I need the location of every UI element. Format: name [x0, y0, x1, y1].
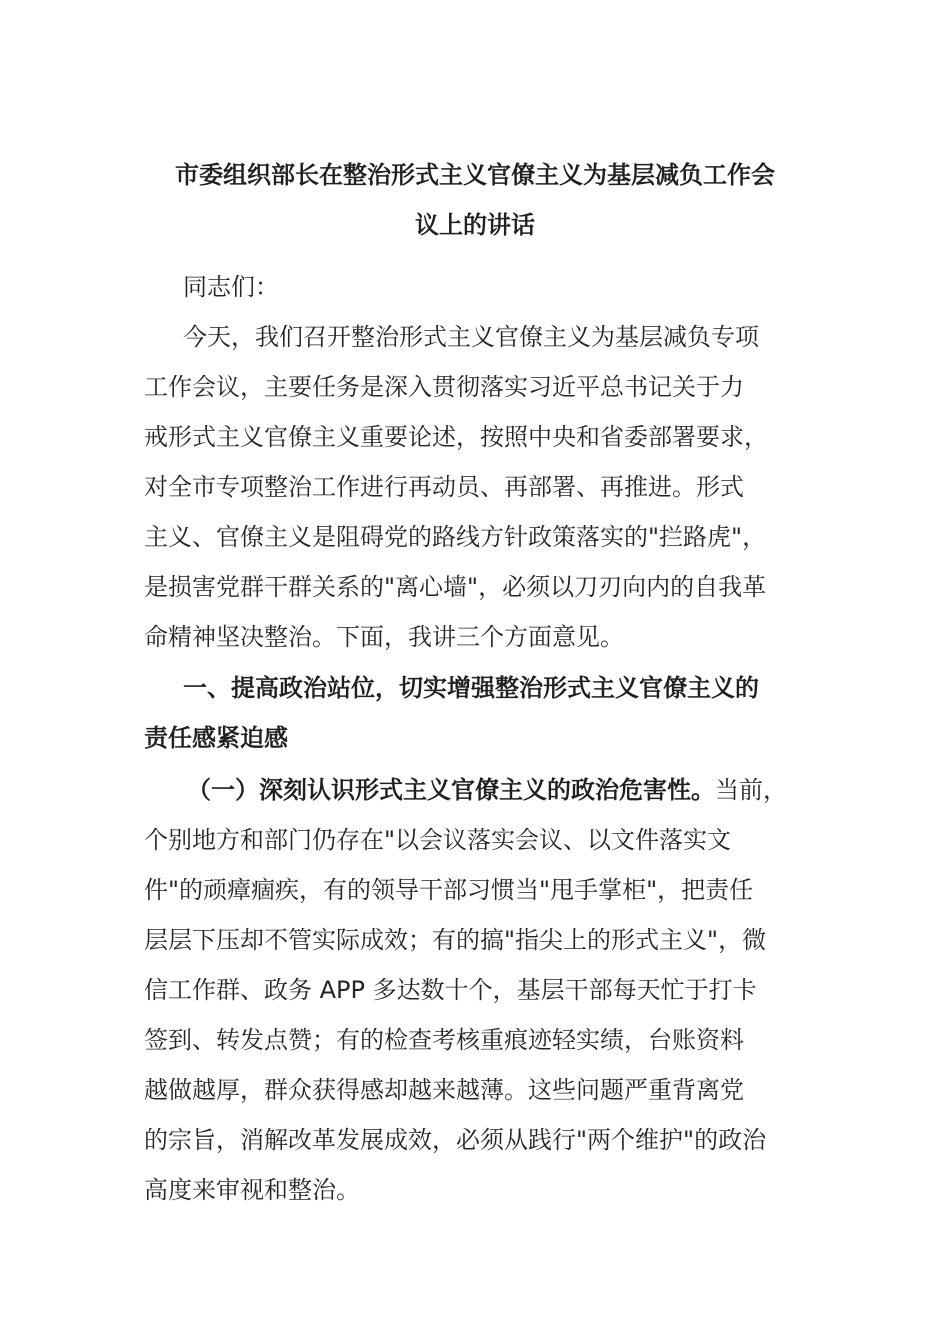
subsection-1-line-8: 的宗旨，消解改革发展成效，必须从践行"两个维护"的政治 — [144, 1126, 767, 1154]
section-1-heading-line-1: 一、提高政治站位，切实增强整治形式主义官僚主义的 — [183, 674, 759, 702]
subsection-1-line-7: 越做越厚，群众获得感却越来越薄。这些问题严重背离党 — [144, 1076, 744, 1104]
intro-line-4: 对全市专项整治工作进行再动员、再部署、再推进。形式 — [144, 473, 744, 501]
intro-line-2: 工作会议，主要任务是深入贯彻落实习近平总书记关于力 — [144, 373, 744, 401]
subsection-1-line-9: 高度来审视和整治。 — [144, 1176, 360, 1204]
document-title-line-2: 议上的讲话 — [415, 211, 535, 239]
intro-line-5: 主义、官僚主义是阻碍党的路线方针政策落实的"拦路虎"， — [144, 523, 767, 551]
intro-line-6: 是损害党群干群关系的"离心墙"，必须以刀刃向内的自我革 — [144, 573, 767, 601]
salutation: 同志们： — [183, 273, 279, 301]
document-title-line-1: 市委组织部长在整治形式主义官僚主义为基层减负工作会 — [175, 161, 775, 189]
subsection-1-first-line — [187, 775, 787, 805]
intro-line-3: 戒形式主义官僚主义重要论述，按照中央和省委部署要求， — [144, 423, 768, 451]
subsection-1-line-3: 件"的顽瘴痼疾，有的领导干部习惯当"甩手掌柜"，把责任 — [144, 876, 754, 904]
subsection-1-line-2: 个别地方和部门仍存在"以会议落实会议、以文件落实文 — [144, 826, 732, 854]
intro-line-1: 今天，我们召开整治形式主义官僚主义为基层减负专项 — [183, 323, 759, 351]
subsection-1-line-6: 签到、转发点赞；有的检查考核重痕迹轻实绩，台账资料 — [144, 1026, 744, 1054]
subsection-1-line-5: 信工作群、政务 APP 多达数十个，基层干部每天忙于打卡 — [144, 976, 757, 1004]
intro-line-7: 命精神坚决整治。下面，我讲三个方面意见。 — [144, 623, 624, 651]
section-1-heading-line-2: 责任感紧迫感 — [144, 724, 288, 752]
subsection-1-line-4: 层层下压却不管实际成效；有的搞"指尖上的形式主义"，微 — [144, 926, 767, 954]
subsection-1-heading: （一）深刻认识形式主义官僚主义的政治危害性。 — [187, 776, 715, 804]
subsection-1-first-line-rest: 当前， — [715, 776, 787, 804]
